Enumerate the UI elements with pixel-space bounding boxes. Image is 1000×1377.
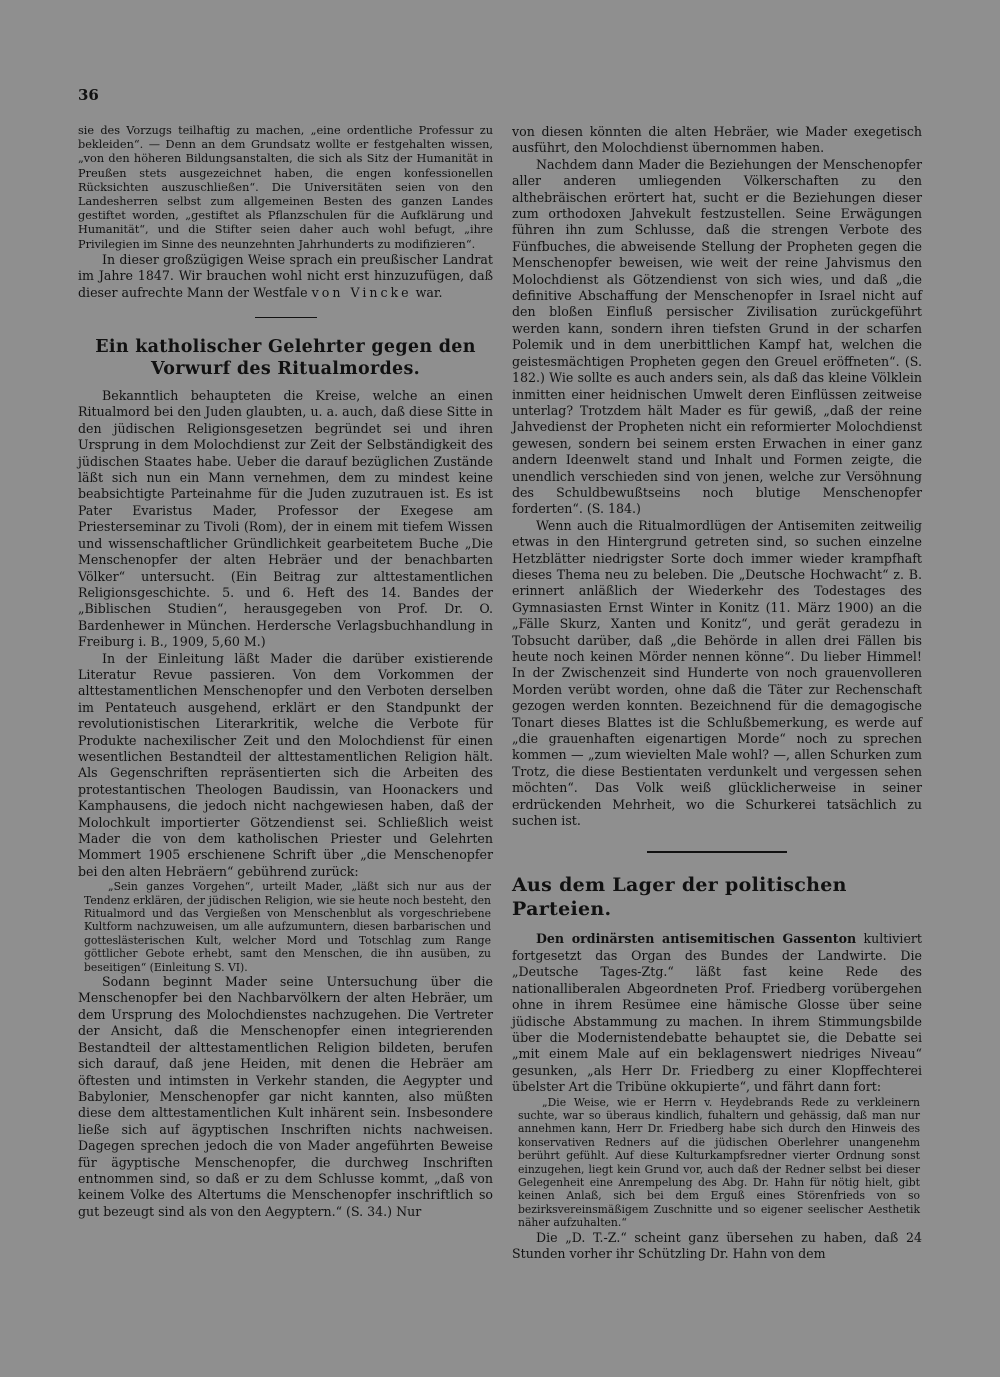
dtz-quote: „Die Weise, wie er Herrn v. Heydebrands Rede zu verkleinern suchte, war so überaus kindlich, fuhaltern und gehässig, daß man nur annehmen kann, Herr Dr. Friedberg habe sich durch den Hinweis des konservativen Redners auf die jüdischen Oberlehrer unangenehm berührt gefühlt. Auf diese Kulturkampfsredner vierter Ordnung sonst einzugehen, liegt kein Grund vor, auch daß der Redner selbst bei dieser Gelegenheit eine Anrempelung des Abg. Dr. Hahn für nötig hielt, gibt keinen Anlaß, sich bei dem Erguß eines Störenfrieds von so bezirksvereinsmäßigem Zuschnitte und so eigener seelischer Aesthetik näher aufzuhalten.“ — [518, 1095, 920, 1230]
right-paragraph-3: Wenn auch die Ritualmordlügen der Antisemiten zeitweilig etwas in den Hintergrund getreten sind, so suchen einzelne Hetzblätter niedrigster Sorte doch immer wieder krampfhaft dieses Thema neu zu beleben. Die „Deutsche Hochwacht“ z. B. erinnert anläßlich der Wiederkehr des Todestages des Gymnasiasten Ernst Winter in Konitz (11. März 1900) an die „Fälle Skurz, Xanten und Konitz“, und gerät geradezu in Tobsucht darüber, daß „die Behörde in allen drei Fällen bis heute noch keinen Mörder nennen könne“. Du lieber Himmel! In der Zwischenzeit sind Hunderte von noch grauenvolleren Morden verübt worden, ohne daß die Täter zur Rechenschaft gezogen werden konnten. Bezeichnend für die demagogische Tonart dieses Blattes ist die Schlußbemerkung, es werde auf „die grauenhaften eigenartigen Morde“ noch zu sprechen kommen — „zum wievielten Male wohl? —, allen Schurken zum Trotz, die diese Bestientaten verdunkelt und vergessen sehen möchten“. Das Volk weiß glücklicherweise in seiner erdrückenden Mehrheit, wo die Schurkerei tatsächlich zu suchen ist. — [512, 517, 922, 829]
intro-paragraph: sie des Vorzugs teilhaftig zu machen, „eine ordentliche Professur zu bekleiden“. — Denn an dem Grundsatz wollte er festgehalten wissen, „von den höheren Bildungsanstalten, die sich als Sitz der Humanität in Preußen stets ausgezeichnet haben, die engen konfessionellen Rücksichten auszuschließen“. Die Universitäten seien von den Landesherren selbst zum allgemeinen Besten des ganzen Landes gestiftet worden, „gestiftet als Pflanzschulen für die Aufklärung und Humanität“, und die Stifter seien daher auch wohl befugt, „ihre Privilegien im Sinne des neunzehnten Jahrhunderts zu modifizieren“. — [78, 124, 493, 251]
article-paragraph-1: Bekanntlich behaupteten die Kreise, welche an einen Ritualmord bei den Juden glaubten, u. a. auch, daß diese Sitte in den jüdischen Religionsgesetzen begründet sei und ihren Ursprung in dem Molochdienst zur Zeit der Selbständigkeit des jüdischen Staates habe. Ueber die darauf bezüglichen Zustände läßt sich nun ein Mann vernehmen, dem zu mindest keine beabsichtigte Parteinahme für die Juden zuzutrauen ist. Es ist Pater Evaristus Mader, Professor der Exegese am Priesterseminar zu Tivoli (Rom), der in einem mit tiefem Wissen und wissenschaftlicher Gründlichkeit gearbeitetem Buche „Die Menschenopfer der alten Hebräer und der benachbarten Völker“ untersucht. (Ein Beitrag zur alttestamentlichen Religionsgeschichte. 5. und 6. Heft des 14. Bandes der „Biblischen Studien“, herausgegeben von Prof. Dr. O. Bardenhewer in München. Herdersche Verlagsbuchhandlung in Freiburg i. B., 1909, 5,60 M.) — [78, 388, 493, 650]
paragraph-lead: Den ordinärsten antisemitischen Gassenton — [536, 931, 857, 947]
paragraph-4-text: kultiviert fortgesetzt das Organ des Bundes der Landwirte. Die „Deutsche Tages-Ztg.“ läßt fast keine Rede des nationalliberalen Abgeordneten Prof. Friedberg vorübergehen ohne in ihrem Resümee eine hämische Glosse über seine jüdische Abstammung zu machen. In ihrem Stimmungsbilde über die Modernistendebatte behauptet sie, die Debatte sei „mit einem Male auf ein beklagenswert niedriges Niveau“ gesunken, „als Herr Dr. Friedberg zu einer Klopffechterei übelster Art die Tribüne okkupierte“, und fährt dann fort: — [512, 931, 922, 1095]
closing-paragraph — [78, 252, 493, 301]
right-paragraph-2: Nachdem dann Mader die Beziehungen der Menschenopfer aller anderen umliegenden Völkerschaften zu den althebräischen erörtert hat, sucht er die Beziehungen dieser zum orthodoxen Jahvekult festzustellen. Seine Erwägungen führen ihn zum Schlusse, daß die strengen Verbote des Fünfbuches, die abweisende Stellung der Propheten gegen die Menschenopfer beweisen, wie weit der reine Jahvismus den Molochdienst als Götzendienst von sich wies, und daß „die definitive Abschaffung der Menschenopfer in Israel nicht auf den bloßen Einfluß persischer Zivilisation zurückgeführt werden kann, sondern ihren tiefsten Grund in der scharfen Polemik und in dem unerbittlichen Kampf hat, welchen die geistesmächtigen Propheten gegen den Greuel eröffneten“. (S. 182.) Wie sollte es auch anders sein, als daß das kleine Völklein inmitten einer heidnischen Umwelt deren Einflüssen zeitweise unterlag? Trotzdem hält Mader es für gewiß, „daß der reine Jahvedienst der Propheten nicht ein reformierter Molochdienst gewesen, sondern bei seinem ersten Erwachen in einer ganz andern Ideenwelt stand und Inhalt und Formen zeigte, die unendlich verschieden sind von jenen, welche zur Versöhnung des Schuldbewußtseins noch blutige Menschenopfer forderten“. (S. 184.) — [512, 156, 922, 517]
article-paragraph-3: Sodann beginnt Mader seine Untersuchung über die Menschenopfer bei den Nachbarvölkern der alten Hebräer, um dem Ursprung des Molochdienstes nachzugehen. Die Vertreter der Ansicht, daß die Menschenopfer einen integrierenden Bestandteil der alttestamentlichen Religion bildeten, berufen sich darauf, daß jene Heiden, mit denen die Hebräer am öftesten und intimsten in Verkehr standen, die Aegypter und Babylonier, Menschenopfer gar nicht kannten, also müßten diese dem alttestamentlichen Kult inhärent sein. Insbesondere ließe sich auf ägyptischen Inschriften nichts nachweisen. Dagegen sprechen jedoch die von Mader angeführten Beweise für ägyptische Menschenopfer, die durchweg Inschriften entnommen sind, so daß er zu dem Schlusse kommt, „daß von keinem Volke des Altertums die Menschenopfer inschriftlich so gut bezeugt sind als von den Aegyptern.“ (S. 34.) Nur — [78, 974, 493, 1219]
right-paragraph-5: Die „D. T.-Z.“ scheint ganz übersehen zu haben, daß 24 Stunden vorher ihr Schützling Dr. Hahn von dem — [512, 1229, 922, 1261]
article-paragraph-2: In der Einleitung läßt Mader die darüber existierende Literatur Revue passieren. Von dem Vorkommen der alttestamentlichen Menschenopfer und den Verboten derselben im Pentateuch ausgehend, erklärt er den Standpunkt der revolutionistischen Literarkritik, welche die Verbote für Produkte nachexilischer Zeit und den Molochdienst für einen wesentlichen Bestandteil der alttestamentlichen Religion hält. Als Gegenschriften repräsentierten sich die Arbeiten des protestantischen Theologen Baudissin, van Hoonackers und Kamphausens, die jedoch nicht nachgewiesen haben, daß der Molochkult importierter Götzendienst sei. Schließlich weist Mader die von dem katholischen Priester und Gelehrten Mommert 1905 erschienene Schrift über „die Menschenopfer bei den alten Hebräern“ gebührend zurück: — [78, 650, 493, 879]
page-number: 36 — [78, 86, 99, 104]
closing-paragraph-end: war. — [411, 284, 443, 300]
short-divider — [255, 317, 317, 318]
long-divider — [647, 851, 787, 853]
mader-quote: „Sein ganzes Vorgehen“, urteilt Mader, „läßt sich nur aus der Tendenz erklären, der jüdischen Religion, wie sie heute noch besteht, den Ritualmord und das Vergießen von Menschenblut als vorgeschriebene Kultform nachzuweisen, um alle aufzumuntern, diesen barbarischen und gotteslästerischen Kult, welcher Mord und Totschlag zum Range göttlicher Gebote erhebt, samt den Menschen, die ihn ausüben, zu beseitigen“ (Einleitung S. VI). — [84, 880, 491, 974]
right-paragraph-4 — [512, 931, 922, 1095]
closing-paragraph-text: In dieser großzügigen Weise sprach ein preußischer Landrat im Jahre 1847. Wir brauchen wohl nicht erst hinzuzufügen, daß dieser aufrechte Mann der Westfale — [78, 251, 493, 300]
vincke-name: von Vincke — [311, 284, 412, 300]
right-paragraph-1: von diesen könnten die alten Hebräer, wie Mader exegetisch ausführt, den Molochdienst übernommen haben. — [512, 124, 922, 156]
left-column — [78, 124, 493, 1220]
right-column — [512, 124, 922, 1262]
article-headline: Ein katholischer Gelehrter gegen den Vorwurf des Ritualmordes. — [95, 337, 476, 380]
section-heading: Aus dem Lager der politischen Parteien. — [512, 874, 847, 921]
